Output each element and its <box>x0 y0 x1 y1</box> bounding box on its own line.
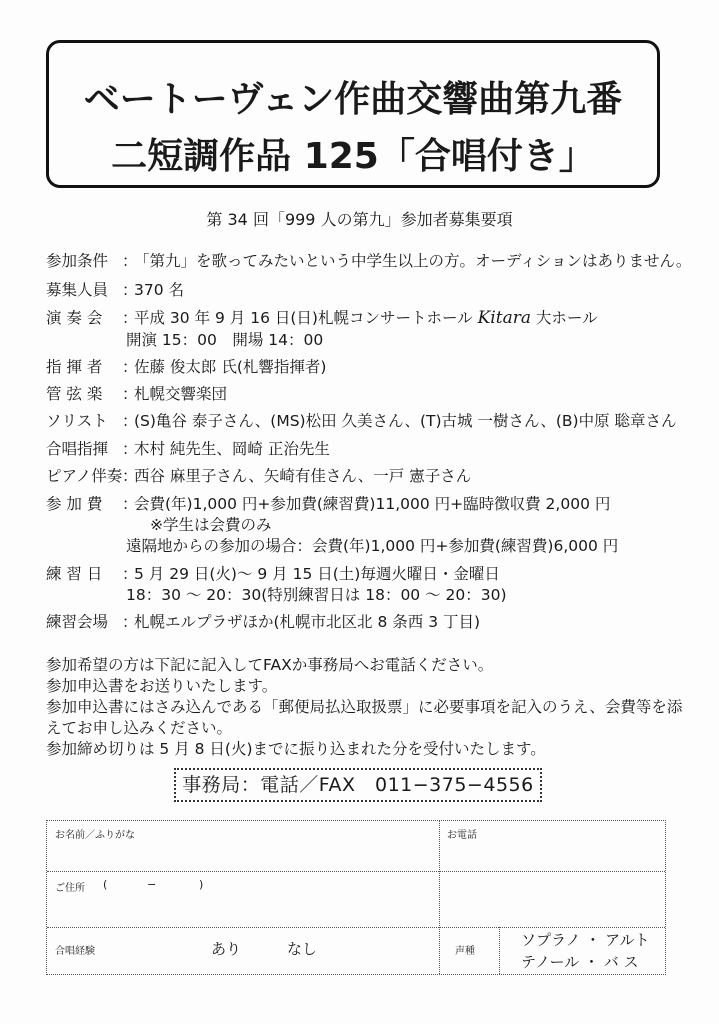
fee-note-student: ※学生は会費のみ <box>150 516 272 534</box>
subtitle: 第 34 回「999 人の第九」参加者募集要項 <box>206 210 513 229</box>
row-conditions <box>46 252 691 271</box>
row-soloists <box>46 412 677 431</box>
row-label: 指 揮 者 <box>46 358 103 376</box>
row-orchestra <box>46 385 227 404</box>
row-colon: ： <box>122 467 138 485</box>
row-colon: ： <box>122 309 138 327</box>
voice-options-line1[interactable]: ソプラノ ・ アルト <box>521 931 650 949</box>
note-line: 参加申込書にはさみ込んである「郵便局払込取扱票」に必要事項を記入のうえ、会費等を添 <box>46 698 683 716</box>
form-divider <box>47 871 665 872</box>
row-value: 木村 純先生、岡崎 正治先生 <box>134 440 330 458</box>
row-fee <box>46 495 610 514</box>
row-value: 札幌交響楽団 <box>134 385 228 403</box>
row-value: 370 名 <box>134 281 185 299</box>
application-form <box>46 820 666 975</box>
row-colon: ： <box>122 613 138 631</box>
experience-no-option[interactable]: なし <box>287 940 318 958</box>
row-label: 参 加 費 <box>46 495 103 513</box>
row-colon: ： <box>122 281 138 299</box>
phone-field[interactable]: お電話 <box>447 830 477 841</box>
row-value: 札幌エルプラザほか(札幌市北区北 8 条西 3 丁目) <box>134 613 481 631</box>
voice-label: 声種 <box>455 946 475 957</box>
title-line-2: 二短調作品 125「合唱付き」 <box>111 136 595 177</box>
row-label: 演 奏 会 <box>46 309 103 327</box>
row-colon: ： <box>122 358 138 376</box>
row-practice-day <box>46 565 500 584</box>
postal-dash: − <box>147 878 157 891</box>
title-box <box>46 40 660 188</box>
postal-paren-open: ( <box>103 878 108 891</box>
form-divider <box>439 821 440 974</box>
row-label: 練習会場 <box>46 613 109 631</box>
experience-label: 合唱経験 <box>55 946 95 957</box>
title-line-1: ベートーヴェン作曲交響曲第九番 <box>83 79 623 120</box>
form-divider <box>47 927 665 928</box>
row-value: 会費(年)1,000 円+参加費(練習費)11,000 円+臨時徴収費 2,000 円 <box>134 495 611 513</box>
row-value: (S)亀谷 泰子さん、(MS)松田 久美さん、(T)古城 一樹さん、(B)中原 聡章さん <box>134 412 677 430</box>
row-colon: ： <box>122 495 138 513</box>
row-value: 西谷 麻里子さん、矢崎有佳さん、一戸 憲子さん <box>134 467 472 485</box>
note-line: 参加締め切りは 5 月 8 日(火)までに振り込まれた分を受付いたします。 <box>46 740 546 758</box>
experience-yes-option[interactable]: あり <box>211 940 242 958</box>
note-line: 参加申込書をお送りいたします。 <box>46 677 278 695</box>
row-label: 練 習 日 <box>46 565 103 583</box>
row-label: 参加条件 <box>46 252 109 270</box>
row-value: 平成 30 年 9 月 16 日(日)札幌コンサートホール <box>134 309 473 327</box>
row-value: 「第九」を歌ってみたいという中学生以上の方。オーディションはありません。 <box>134 252 692 270</box>
row-label: 募集人員 <box>46 281 109 299</box>
contact-box: 事務局：電話／FAX 011−375−4556 <box>174 768 542 802</box>
voice-options-line2[interactable]: テノール ・ バ ス <box>521 953 639 971</box>
hall-name: 大ホール <box>535 309 598 327</box>
form-divider <box>499 927 500 974</box>
row-label: 合唱指揮 <box>46 440 109 458</box>
row-label: ソリスト <box>46 412 108 430</box>
row-colon: ： <box>122 252 138 270</box>
row-piano <box>46 467 471 486</box>
practice-time: 18：30 ～ 20：30(特別練習日は 18：00 ～ 20：30) <box>126 586 507 604</box>
row-recruit <box>46 281 184 300</box>
postal-paren-close: ) <box>199 878 204 891</box>
concert-time: 開演 15：00 開場 14：00 <box>126 331 324 349</box>
row-colon: ： <box>122 412 138 430</box>
row-colon: ： <box>122 385 138 403</box>
row-conductor <box>46 358 326 377</box>
row-value: 5 月 29 日(火)～ 9 月 15 日(土)毎週火曜日・金曜日 <box>134 565 500 583</box>
address-field[interactable]: ご住所 <box>55 883 85 894</box>
row-label: 管 弦 楽 <box>46 385 103 403</box>
name-field[interactable]: お名前／ふりがな <box>55 830 135 841</box>
note-line: 参加希望の方は下記に記入してFAXか事務局へお電話ください。 <box>46 656 494 674</box>
note-line: えてお申し込みください。 <box>46 719 233 737</box>
row-colon: ： <box>122 440 138 458</box>
row-colon: ： <box>122 565 138 583</box>
row-practice-venue <box>46 613 480 632</box>
row-chorus-director <box>46 440 330 459</box>
row-concert <box>46 309 598 328</box>
kitara-logo: Kitara <box>477 308 531 328</box>
row-value: 佐藤 俊太郎 氏(札響指揮者) <box>134 358 327 376</box>
fee-note-remote: 遠隔地からの参加の場合：会費(年)1,000 円+参加費(練習費)6,000 円 <box>126 537 619 555</box>
row-label: ピアノ伴奏 <box>46 467 123 485</box>
